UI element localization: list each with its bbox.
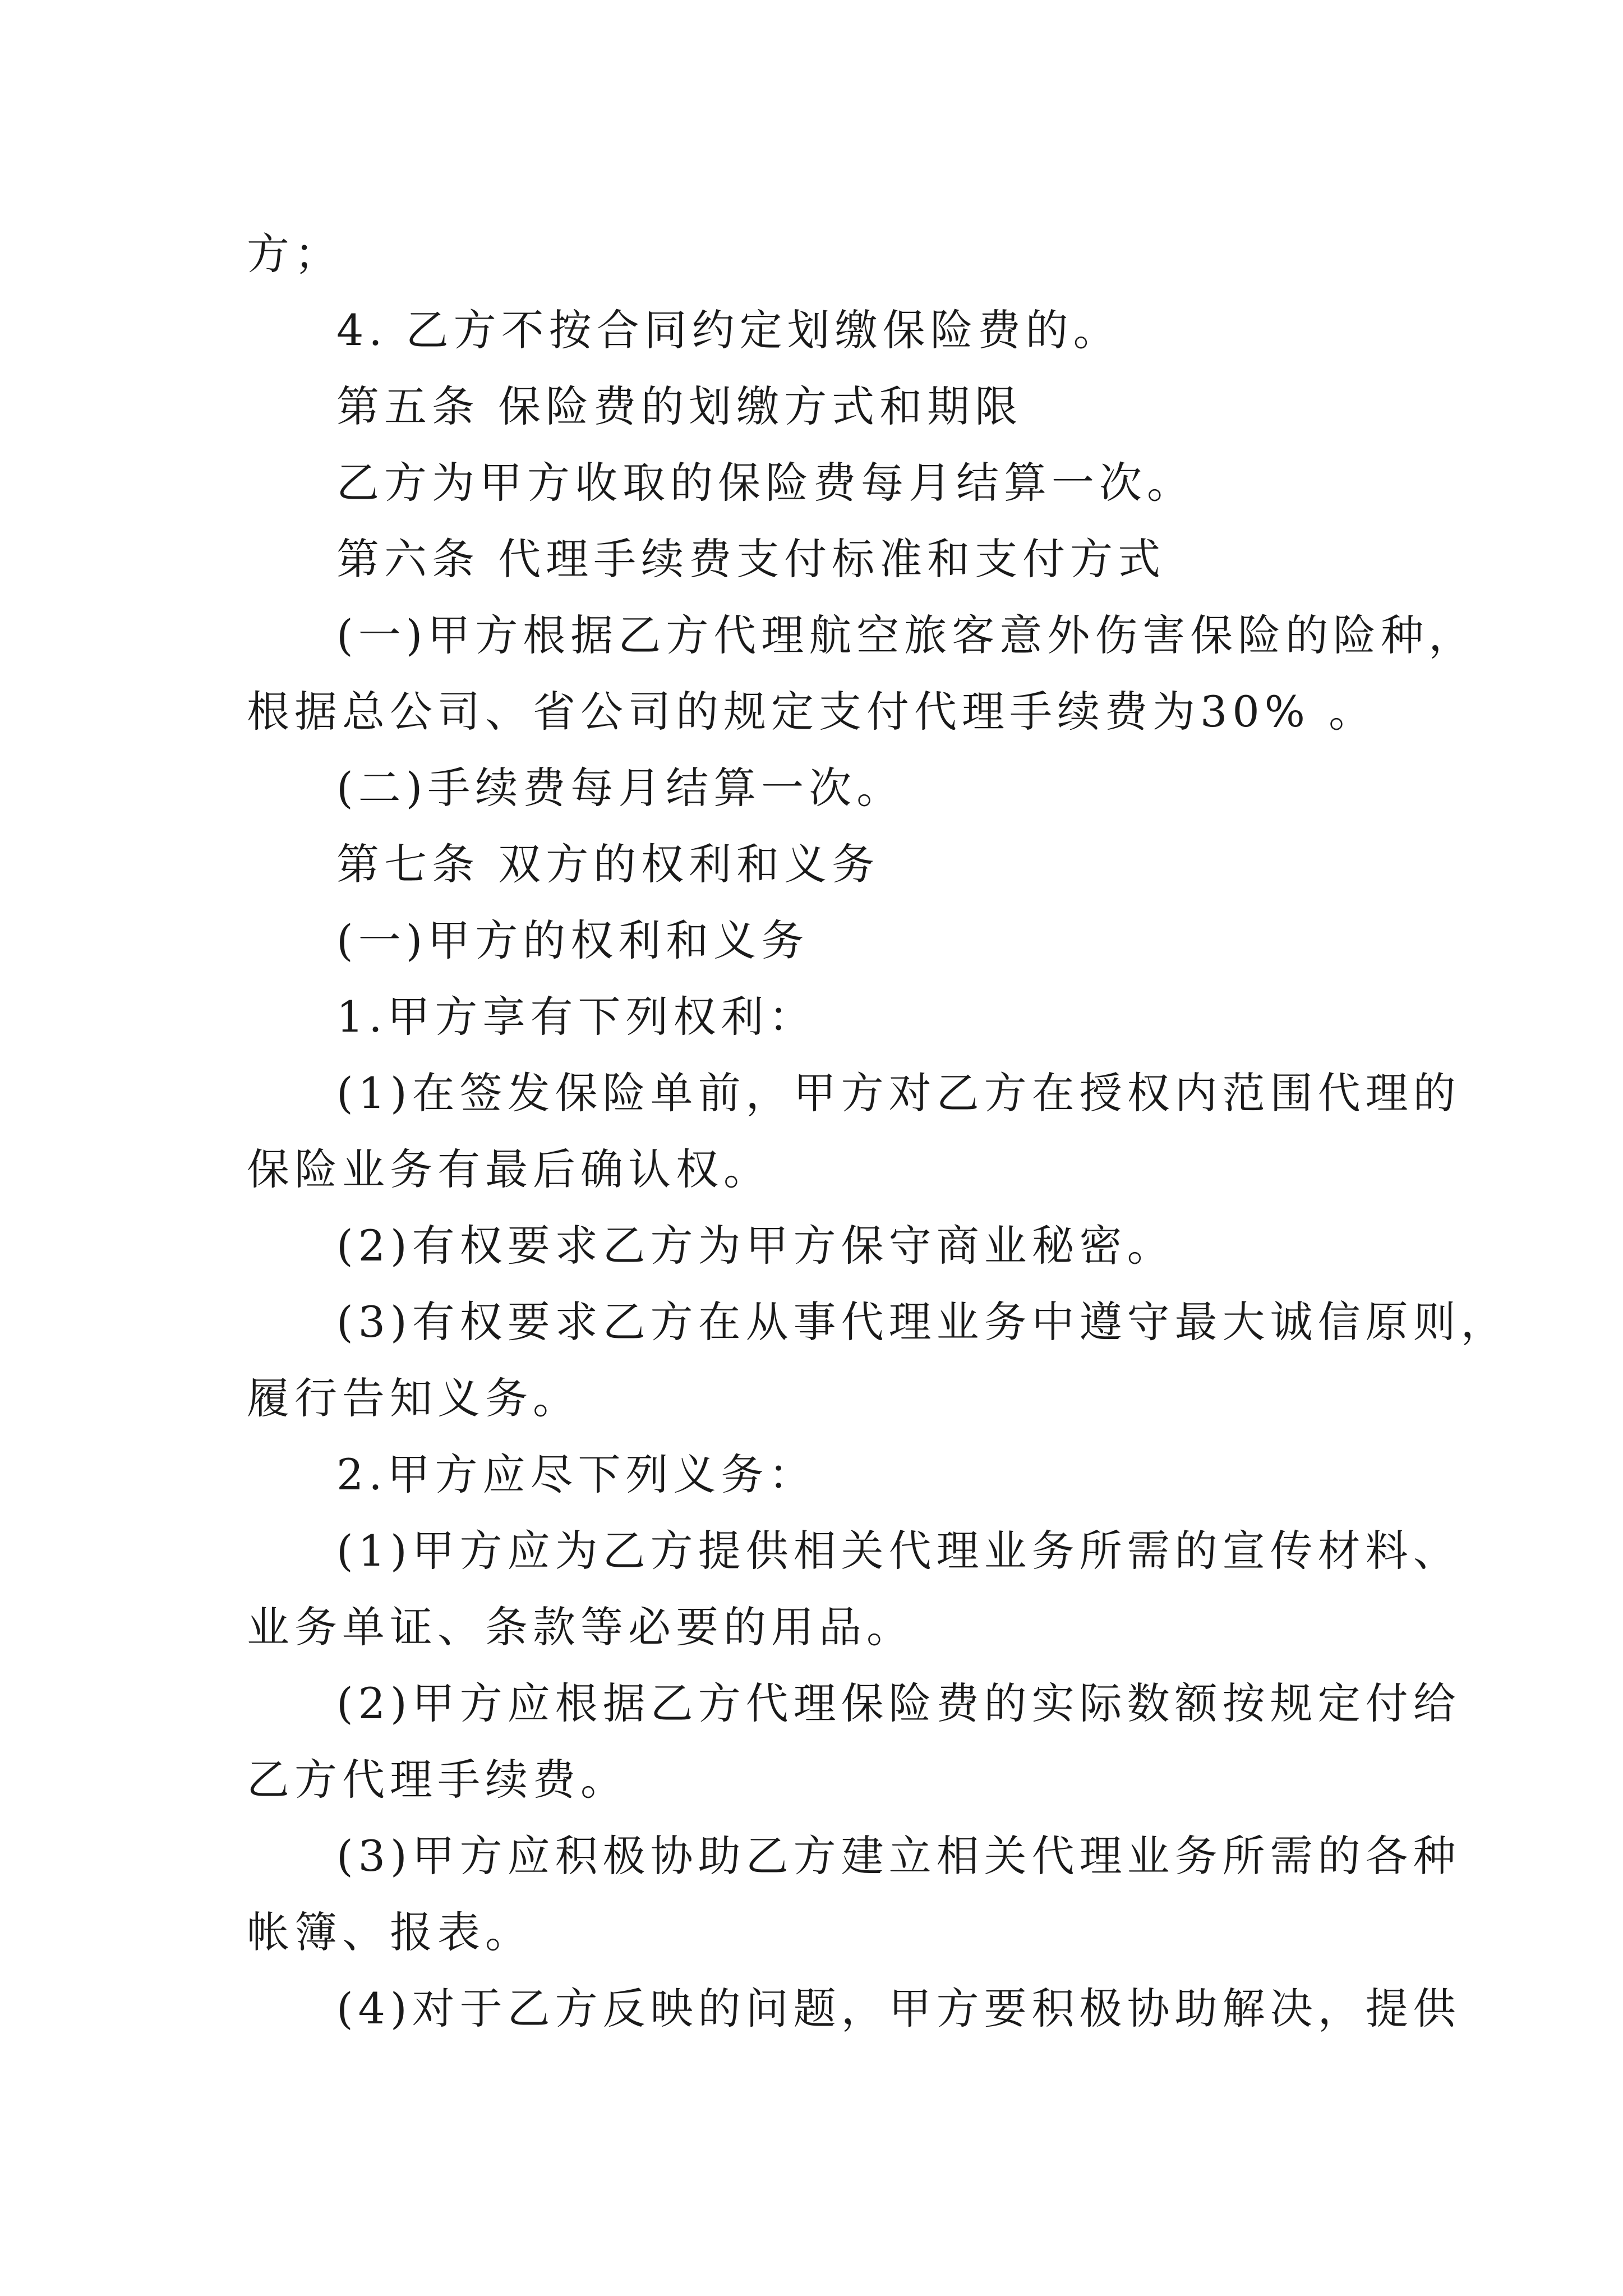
document-line: (一)甲方根据乙方代理航空旅客意外伤害保险的险种， (336, 610, 1477, 660)
document-line: 乙方代理手续费。 (247, 1755, 628, 1805)
document-line: 履行告知义务。 (247, 1373, 580, 1423)
document-line: (二)手续费每月结算一次。 (336, 763, 905, 813)
document-line: 业务单证、条款等必要的用品。 (247, 1602, 914, 1652)
document-body (247, 216, 1509, 2047)
document-line: (1)甲方应为乙方提供相关代理业务所需的宣传材料、 (336, 1526, 1461, 1576)
document-line: 乙方为甲方收取的保险费每月结算一次。 (336, 458, 1195, 508)
document-line: 1.甲方享有下列权利： (336, 992, 817, 1042)
document-line: (3)有权要求乙方在从事代理业务中遵守最大诚信原则， (336, 1297, 1509, 1347)
document-line: 保险业务有最后确认权。 (247, 1144, 771, 1194)
document-line: (4)对于乙方反映的问题，甲方要积极协助解决，提供 (336, 1984, 1461, 2033)
document-line: 第六条 代理手续费支付标准和支付方式 (336, 534, 1166, 584)
document-line: (1)在签发保险单前，甲方对乙方在授权内范围代理的 (336, 1068, 1461, 1118)
document-line: (3)甲方应积极协助乙方建立相关代理业务所需的各种 (336, 1831, 1461, 1881)
document-line: 第七条 双方的权利和义务 (336, 839, 880, 889)
document-line: 4. 乙方不按合同约定划缴保险费的。 (336, 305, 1121, 355)
document-line: (一)甲方的权利和义务 (336, 915, 809, 965)
document-line: 帐簿、报表。 (247, 1907, 533, 1957)
document-line: 2.甲方应尽下列义务： (336, 1450, 817, 1499)
document-line: (2)有权要求乙方为甲方保守商业秘密。 (336, 1221, 1175, 1271)
document-line: (2)甲方应根据乙方代理保险费的实际数额按规定付给 (336, 1678, 1461, 1728)
document-line: 第五条 保险费的划缴方式和期限 (336, 381, 1023, 431)
document-line: 根据总公司、省公司的规定支付代理手续费为30% 。 (247, 687, 1377, 737)
document-line: 方； (247, 229, 342, 279)
